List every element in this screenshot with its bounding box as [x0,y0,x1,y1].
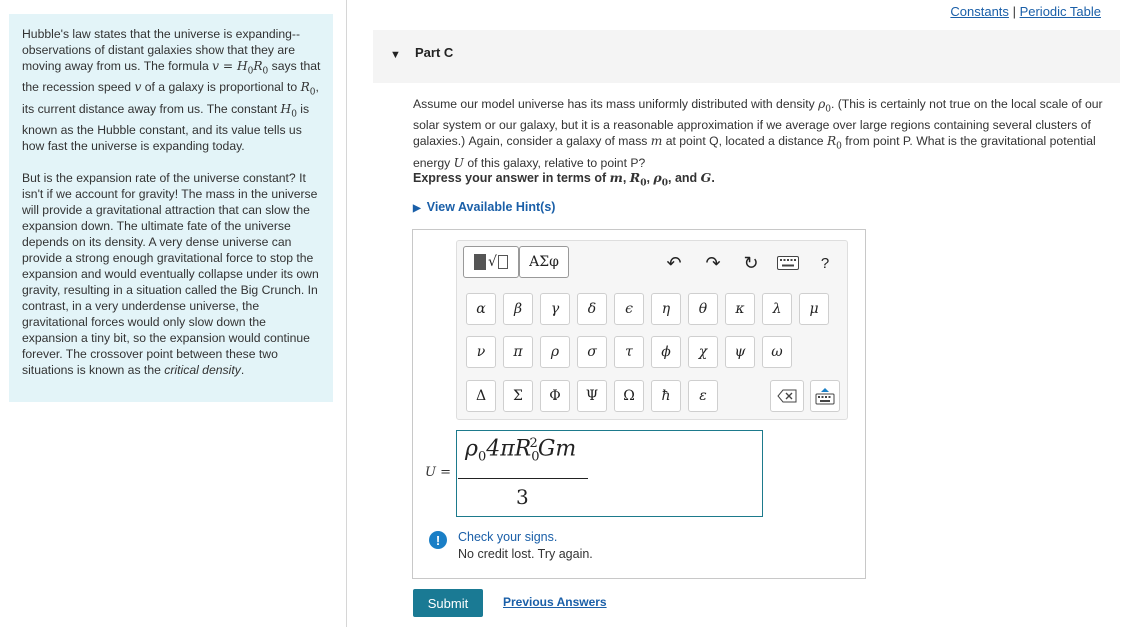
math-symbol: H [280,101,292,116]
greek-key-hbar[interactable]: ħ [651,380,681,412]
keyboard-icon[interactable] [776,251,800,275]
math-symbol: ρ [653,170,662,185]
periodic-table-link[interactable]: Periodic Table [1019,4,1101,19]
text-segment: Hubble's law states that the universe is expanding--observations of distant galaxies show that they are moving away from us. The formula [22,27,301,73]
greek-key-eta[interactable]: η [651,293,681,325]
greek-key-epsilon[interactable]: ϵ [614,293,644,325]
greek-key-delta[interactable]: δ [577,293,607,325]
rho-symbol: ρ [465,436,478,462]
math-subscript: 0 [262,66,269,77]
alert-icon: ! [429,531,447,549]
text-segment: of this galaxy, relative to point P? [463,155,646,170]
text-segment: says that the recession speed [22,59,321,95]
collapse-triangle-icon[interactable]: ▼ [390,49,401,61]
text-segment: , its current distance away from us. The constant [22,80,319,116]
backspace-button[interactable] [770,380,804,412]
fraction-numerator[interactable] [465,436,576,465]
previous-answers-link[interactable]: Previous Answers [503,595,607,609]
top-links [950,4,1101,19]
math-symbol: R [300,80,310,95]
answer-variable-label: U = [425,465,451,480]
greek-key-kappa[interactable]: κ [725,293,755,325]
column-divider [346,0,347,627]
greek-key-capital-psi[interactable]: Ψ [577,380,607,412]
text-segment: , [646,171,654,185]
greek-key-theta[interactable]: θ [688,293,718,325]
greek-key-rho[interactable]: ρ [540,336,570,368]
template-square-icon [498,255,508,269]
greek-key-nu[interactable]: ν [466,336,496,368]
math-symbol: G [700,170,712,185]
greek-key-psi[interactable]: ψ [725,336,755,368]
math-subscript: 0 [836,141,842,152]
intro-paragraph-2 [22,170,323,378]
question-text [413,96,1118,171]
feedback-title: Check your signs. [458,530,558,544]
greek-key-phi[interactable]: ϕ [651,336,681,368]
greek-key-capital-omega[interactable]: Ω [614,380,644,412]
math-subscript: 0 [309,87,316,98]
radical-icon: √ [488,254,497,270]
text-segment: . [240,363,245,378]
numerator-end: Gm [537,436,577,462]
numerator-mid: 4πR [486,436,532,462]
math-subscript: 0 [291,109,297,120]
greek-key-mu[interactable]: μ [799,293,829,325]
greek-key-lambda[interactable]: λ [762,293,792,325]
view-hints-link[interactable] [413,200,555,214]
r-subscript: 0 [531,449,540,465]
math-subscript: 0 [640,178,647,189]
text-segment: . [711,171,715,185]
greek-key-capital-sigma[interactable]: Σ [503,380,533,412]
view-hints-label: View Available Hint(s) [426,200,556,214]
greek-key-beta[interactable]: β [503,293,533,325]
text-segment: Express your answer in terms of [413,171,610,185]
redo-icon[interactable]: ↷ [705,252,721,273]
greek-key-chi[interactable]: χ [688,336,718,368]
greek-key-omega[interactable]: ω [762,336,792,368]
greek-key-sigma[interactable]: σ [577,336,607,368]
math-symbol: v = H [212,59,248,73]
text-segment: , [622,171,630,185]
greek-key-varepsilon[interactable]: ε [688,380,718,412]
constants-link[interactable]: Constants [950,4,1009,19]
math-subscript: 0 [247,66,254,77]
keyboard-toggle-icon [815,387,835,405]
text-segment: But is the expansion rate of the universe constant? It isn't if we account for gravity! The mass in the universe will provide a gravitational attraction that can slow the expansion down. The ultimate fate of the universe depends on its density. A very dense universe can provide a strong enough gravitational force to stop the expansion and would eventually collapse under its own gravity, resulting in a situation called the Big Crunch. In contrast, in a very underdense universe, the gravitational forces would only slow down the expansion a tiny bit, so the expansion would continue forever. The crossover point between these two situations is known as the [22,171,319,378]
math-symbol: ρ [818,97,826,111]
greek-key-capital-phi[interactable]: Φ [540,380,570,412]
r-superscript: 2 [529,436,538,451]
templates-button[interactable] [463,246,519,278]
text-segment: of a galaxy is proportional to [141,80,301,95]
math-symbol: m [650,134,663,149]
math-symbol: U [453,155,464,170]
text-segment: , and [668,171,701,185]
math-symbol: v [134,80,142,95]
feedback-subtitle: No credit lost. Try again. [458,547,593,561]
help-icon[interactable]: ? [820,254,830,272]
greek-key-alpha[interactable]: α [466,293,496,325]
link-separator: | [1012,4,1016,19]
math-symbol: m [609,170,623,185]
submit-button[interactable]: Submit [413,589,483,617]
part-title: Part C [415,45,454,60]
math-subscript: 0 [825,104,831,115]
symbols-button[interactable]: ΑΣφ [519,246,569,278]
intro-paragraph-1 [22,26,323,154]
text-segment: at point Q, located a distance [662,134,827,149]
text-segment: Assume our model universe has its mass uniformly distributed with density [413,97,819,111]
fraction-bar [458,478,588,479]
text-segment: from point P. What is the gravitational potential energy [413,134,1096,170]
greek-key-tau[interactable]: τ [614,336,644,368]
keyboard-toggle-button[interactable] [810,380,840,412]
reset-icon[interactable]: ↻ [743,252,759,273]
math-subscript: 0 [661,178,668,189]
undo-icon[interactable]: ↶ [666,252,682,273]
math-symbol: R [253,59,263,73]
math-symbol: R [629,170,641,185]
text-segment: is known as the Hubble constant, and its value tells us how fast the universe is expanding today. [22,101,310,154]
template-block-icon [474,254,486,270]
intro-panel [9,14,333,402]
part-header[interactable] [373,30,1120,83]
greek-key-gamma[interactable]: γ [540,293,570,325]
answer-instructions [413,170,715,189]
expand-triangle-icon: ▶ [413,203,421,214]
fraction-denominator[interactable]: 3 [516,485,529,509]
math-symbol: R [826,134,837,149]
italic-term: critical density [164,363,241,378]
greek-key-capital-delta[interactable]: Δ [466,380,496,412]
rho-subscript: 0 [477,449,487,465]
backspace-icon [777,389,797,403]
greek-key-pi[interactable]: π [503,336,533,368]
text-segment: . (This is certainly not true on the local scale of our solar system or our galaxy, but it is a reasonable approximation if we average over large regions containing several clusters of galaxies.) Again, consider a galaxy of mass [413,97,1103,149]
